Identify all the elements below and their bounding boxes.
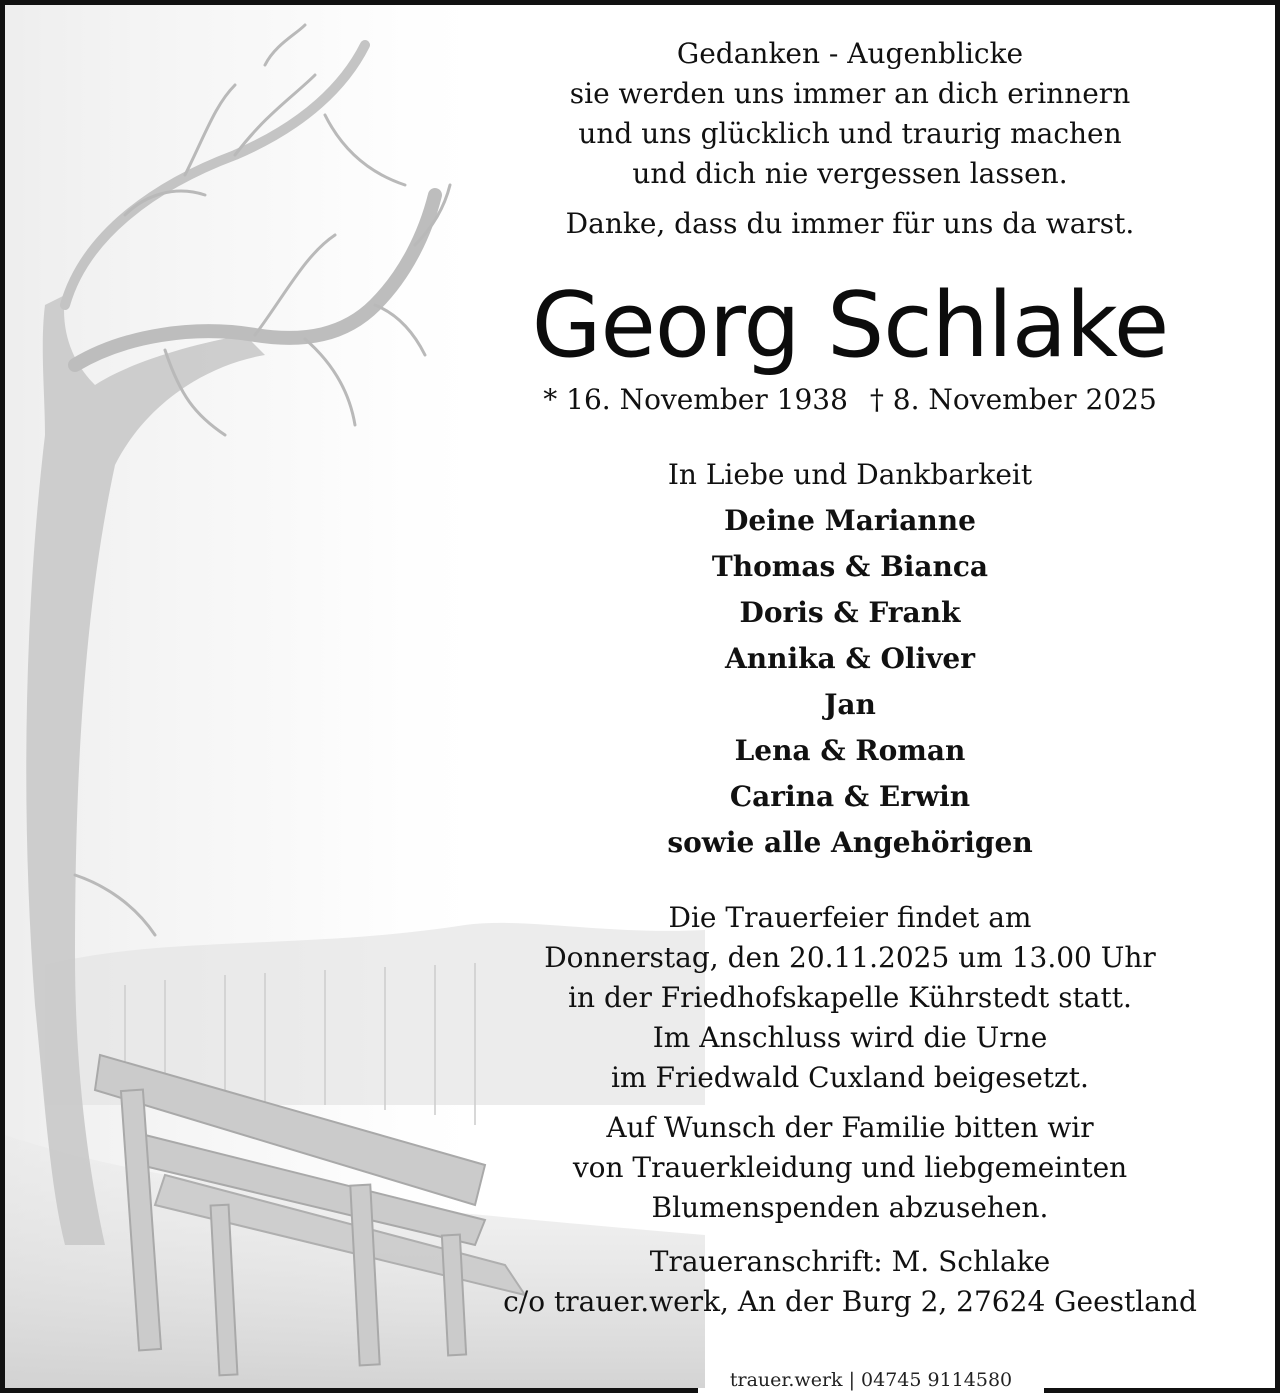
mourner-name: Lena & Roman [734, 734, 966, 767]
request-line: Blumenspenden abzusehen. [651, 1191, 1049, 1224]
address-line: c/o trauer.werk, An der Burg 2, 27624 Geestland [503, 1285, 1197, 1318]
mourner-name: Jan [824, 688, 876, 721]
mourner-name: Annika & Oliver [725, 642, 975, 675]
death-date: † 8. November 2025 [869, 383, 1157, 416]
frame-bottom-rule-left [0, 1388, 698, 1393]
mourners-list [500, 498, 1200, 866]
mourner-name: Thomas & Bianca [711, 550, 989, 583]
verse-line: und dich nie vergessen lassen. [632, 157, 1068, 190]
mourners-intro: In Liebe und Dankbarkeit [667, 458, 1033, 491]
birth-date: * 16. November 1938 [543, 383, 848, 416]
mourner-name: Deine Marianne [724, 504, 976, 537]
request-line: Auf Wunsch der Familie bitten wir [606, 1111, 1094, 1144]
ceremony-line: im Friedwald Cuxland beigesetzt. [611, 1061, 1089, 1094]
notice-content [500, 34, 1200, 1322]
life-dates [500, 382, 1200, 418]
memorial-verse [500, 34, 1200, 194]
mourning-address [500, 1242, 1200, 1322]
mourner-name: Carina & Erwin [729, 780, 971, 813]
ceremony-line: Donnerstag, den 20.11.2025 um 13.00 Uhr [544, 941, 1156, 974]
publisher-footer: trauer.werk | 04745 9114580 [729, 1369, 1013, 1391]
address-line: Traueranschrift: M. Schlake [649, 1245, 1051, 1278]
ceremony-line: Die Trauerfeier findet am [668, 901, 1032, 934]
verse-line: sie werden uns immer an dich erinnern [569, 77, 1131, 110]
ceremony-details [500, 898, 1200, 1098]
ceremony-line: in der Friedhofskapelle Kührstedt statt. [568, 981, 1132, 1014]
verse-line: und uns glücklich und traurig machen [578, 117, 1122, 150]
family-request [500, 1108, 1200, 1228]
verse-line: Gedanken - Augenblicke [676, 37, 1024, 70]
request-line: von Trauerkleidung und liebgemeinten [572, 1151, 1128, 1184]
ceremony-line: Im Anschluss wird die Urne [652, 1021, 1048, 1054]
mourner-name: Doris & Frank [739, 596, 961, 629]
deceased-name: Georg Schlake [531, 273, 1169, 378]
thanks-line: Danke, dass du immer für uns da warst. [565, 207, 1135, 240]
frame-bottom-rule-right [1044, 1388, 1280, 1393]
mourner-name: sowie alle Angehörigen [667, 826, 1033, 859]
